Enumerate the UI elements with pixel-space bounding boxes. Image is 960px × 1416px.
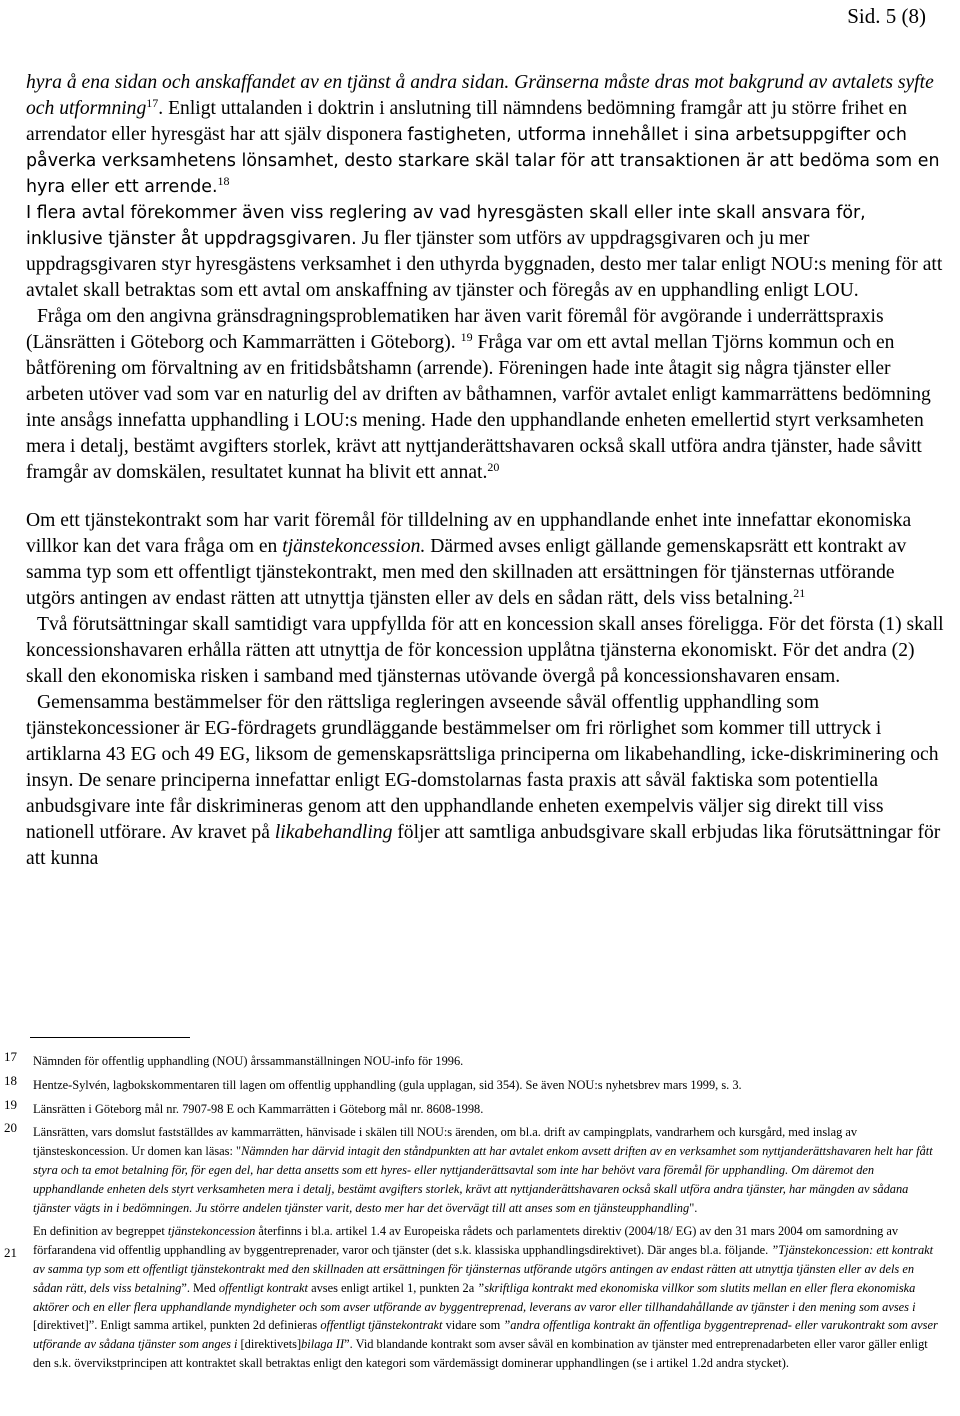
footnote-text bbox=[33, 1123, 944, 1217]
fn21-text-d: avses enligt artikel 1, punkten 2a bbox=[308, 1280, 478, 1295]
footnote-20 bbox=[0, 1120, 944, 1217]
p2-sans-text: I flera avtal förekommer även viss reglering av vad hyresgästen skall eller inte skall ansvara för, inklusive tjänster åt uppdragsgivaren. bbox=[26, 203, 866, 249]
fn21-italic-6: ”andra offentliga kontrakt än offentliga byggentreprenad- eller varukontrakt som avser utförande av sådana tjänster som anges i bbox=[33, 1318, 938, 1352]
fn21-text-e: [direktivet] bbox=[33, 1318, 89, 1333]
footnotes bbox=[0, 1049, 944, 1378]
fn20-text-b: ". bbox=[689, 1200, 698, 1215]
fn21-italic-7: bilaga II bbox=[301, 1337, 345, 1352]
p3-text-a: Fråga om den angivna gränsdragningsproblematiken har även varit föremål för avgörande i underrättspraxis (Länsrätten i Göteborg och Kammarrätten i Göteborg). bbox=[26, 306, 884, 353]
footnote-ref-21: 21 bbox=[793, 586, 806, 600]
fn21-text-h: [direktivets] bbox=[237, 1337, 302, 1352]
footnote-ref-19: 19 bbox=[460, 330, 473, 344]
footnote-ref-18: 18 bbox=[217, 174, 230, 188]
body-text bbox=[26, 70, 944, 872]
footnote-text: Nämnden för offentlig upphandling (NOU) årssammanställningen NOU-info för 1996. bbox=[33, 1054, 464, 1068]
fn21-text-f: ”. Enligt samma artikel, punkten 2d definieras bbox=[88, 1318, 321, 1333]
fn21-text-b: återfinns i bl.a. artikel 1.4 av Europeiska rådets och parlamentets direktiv (2004/18/ EG) av den 31 mars 2004 om samordning av förfarandena vid offentlig upphandling av byggentreprenader, varor och tjänster (det s.k. klassiska upphandlingsdirektivet). Där anges bl.a. följande. bbox=[33, 1224, 899, 1258]
fn21-text-a: En definition av begreppet bbox=[33, 1224, 168, 1239]
footnote-separator bbox=[30, 1037, 190, 1038]
p1-text: . Enligt uttalanden i doktrin i anslutning till nämndens bedömning framgår att ju större frihet en arrendator eller hyresgäst har att själv disponera bbox=[26, 98, 908, 145]
paragraph-1 bbox=[26, 70, 944, 200]
p6-text-a: Gemensamma bestämmelser för den rättsliga regleringen avseende såväl offentlig upphandling som tjänstekoncessioner är EG-fördragets grundläggande bestämmelser om fri rörlighet som kommer till uttryck i artiklarna 43 EG och 49 EG, liksom de gemenskapsrättsliga principerna om likabehandling, icke-diskriminering och insyn. De senare principerna innefattar enligt EG-domstolarnas fasta praxis att såväl faktiska som potentiella anbudsgivare inte får diskrimineras genom att den upphandlande enheten exempelvis väljer sig direkt till viss nationell utförare. Av kravet på bbox=[26, 692, 939, 843]
p4-italic-term: tjänstekoncession. bbox=[282, 536, 426, 557]
p4-text-b: Därmed avses enligt gällande gemenskapsrätt ett kontrakt av samma typ som ett offentligt tjänstekontrakt, men med den skillnaden att ersättningen för tjänsternas utförande utgörs antingen av endast rätten att utnyttja tjänsten eller av dels en sådan rätt, dels viss betalning. bbox=[26, 536, 907, 609]
paragraph-4 bbox=[26, 508, 944, 612]
footnote-number: 17 bbox=[4, 1049, 17, 1064]
footnote-ref-20: 20 bbox=[487, 460, 500, 474]
fn20-text-a: Länsrätten, vars domslut fastställdes av kammarrätten, hänvisade i skälen till NOU:s ärenden, om bl.a. drift av campingplats, vandrarhem och kursgård, med inslag av tjänsteskoncession. Ur domen kan läsas: " bbox=[33, 1125, 858, 1159]
fn21-italic-3: offentligt kontrakt bbox=[218, 1280, 308, 1295]
paragraph-6 bbox=[26, 690, 944, 872]
paragraph-3 bbox=[26, 304, 944, 486]
p6-italic-term: likabehandling bbox=[274, 822, 393, 843]
p3-text-b: Fråga var om ett avtal mellan Tjörns kommun och en båtförening om förvaltning av en fritidsbåtshamn (arrende). Föreningen hade inte åtagit sig några tjänster eller arbeten utöver vad som var en naturlig del av driften av båthamnen, varför avtalet enligt kammarrättens bedömning inte ansågs innefatta upphandling i LOU:s mening. Hade den upphandlande enheten emellertid styrt verksamheten mera i detalj, bestämt avgifters storlek, krävt att nyttjanderättshavaren också skall utföra andra tjänster, hade såvitt framgår av domskälen, resultatet kunnat ha blivit ett annat. bbox=[26, 332, 931, 483]
fn21-italic-1: tjänstekoncession bbox=[167, 1224, 256, 1239]
footnote-text: Länsrätten i Göteborg mål nr. 7907-98 E och Kammarrätten i Göteborg mål nr. 8608-1998. bbox=[33, 1101, 484, 1116]
footnote-18 bbox=[0, 1072, 944, 1095]
fn20-quote: Nämnden har därvid intagit den ståndpunkten att har avtalet enkom avsett driften av en verksamhet som nyttjanderättshavaren helt har fått styra och ta emot betalning för, för egen del, har detta ansetts som ett hyres- eller nyttjanderättsavtal som inte har behövt vara föremål för upphandling. Om däremot den upphandlande enheten dels styrt verksamheten mera i detalj, bestämt avgifters storlek, krävt att nyttjanderättshavaren också skall utföra andra tjänster, har mängden av sådana tjänster vägts in i bedömningen. Ju större andelen tjänster varit, desto mer har det övervägt till att anses som en tjänsteupphandling bbox=[33, 1144, 933, 1215]
footnote-17 bbox=[0, 1049, 944, 1071]
p1-italic-text: hyra å ena sidan och anskaffandet av en tjänst å andra sidan. Gränserna måste dras mot bakgrund av avtalets syfte och utformning bbox=[26, 72, 934, 119]
paragraph-5: Två förutsättningar skall samtidigt vara uppfyllda för att en koncession skall anses föreligga. För det första (1) skall koncessionshavaren erhålla rätten att utnyttja de för koncession upplåtna tjänsterna ekonomiskt. För det andra (2) skall den ekonomiska risken i samband med tjänsternas utövande övergå på koncessionshavaren ensam. bbox=[26, 614, 944, 687]
fn21-italic-4: ”skriftliga kontrakt med ekonomiska villkor som slutits mellan en eller flera ekonomiska aktörer och en eller flera upphandlande myndigheter och som avser utförande av byggentreprenad, leverans av varor eller tillhandahållande av tjänster i den mening som avses i bbox=[33, 1280, 916, 1314]
footnote-text: Hentze-Sylvén, lagbokskommentaren till lagen om offentlig upphandling (gula upplagan, sid 354). Se även NOU:s nyhetsbrev mars 1999, s. 3. bbox=[33, 1077, 742, 1092]
footnote-ref-17: 17 bbox=[146, 96, 159, 110]
footnote-19 bbox=[0, 1096, 944, 1119]
fn21-text-c: ”. Med bbox=[181, 1280, 219, 1295]
footnote-number: 18 bbox=[4, 1072, 17, 1088]
page-number: Sid. 5 (8) bbox=[847, 4, 926, 28]
fn21-italic-2: ”Tjänstekoncession: ett kontrakt av samma typ som ett offentligt tjänstekontrakt med den skillnaden att ersättningen för tjänsternas utförande utgörs antingen av endast rätten att utnyttja tjänsten eller av dels en sådan rätt, dels viss betalning bbox=[33, 1243, 934, 1295]
p1-sans-text: fastigheten, utforma innehållet i sina arbetsuppgifter och påverka verksamhetens lönsamhet, desto starkare skäl talar för att transaktionen är att bedöma som en hyra eller ett arrende. bbox=[26, 125, 940, 197]
p2-text: Ju fler tjänster som utförs av uppdragsgivaren och ju mer uppdragsgivaren styr hyresgästens verksamhet i den uthyrda byggnaden, desto mer talar enligt NOU:s mening för att avtalet skall betraktas som ett avtal om anskaffning av tjänster och föregås av en upphandling enligt LOU. bbox=[26, 228, 943, 301]
paragraph-2 bbox=[26, 200, 944, 304]
footnote-21 bbox=[0, 1222, 944, 1372]
p6-text-b: följer att samtliga anbudsgivare skall erbjudas lika förutsättningar för att kunna bbox=[26, 822, 941, 869]
fn21-italic-5: offentligt tjänstekontrakt bbox=[320, 1318, 443, 1333]
footnote-number: 19 bbox=[4, 1096, 17, 1112]
fn21-text-g: vidare som bbox=[442, 1318, 504, 1333]
p4-text-a: Om ett tjänstekontrakt som har varit föremål för tilldelning av en upphandlande enhet inte innefattar ekonomiska villkor kan det vara fråga om en bbox=[26, 510, 912, 557]
footnote-text bbox=[33, 1222, 944, 1372]
fn21-text-i: ”. Vid blandande kontrakt som avser såväl en kombination av tjänster med entreprenadarbeten eller varor gäller enligt den s.k. övervikstprincipen att kontraktet skall betraktas enligt den kategori som värdemässigt dominerar upphandlingen (se i artikel 1.2d andra stycket). bbox=[33, 1337, 928, 1370]
footnote-number: 21 bbox=[4, 1245, 17, 1261]
footnote-number: 20 bbox=[4, 1120, 17, 1136]
